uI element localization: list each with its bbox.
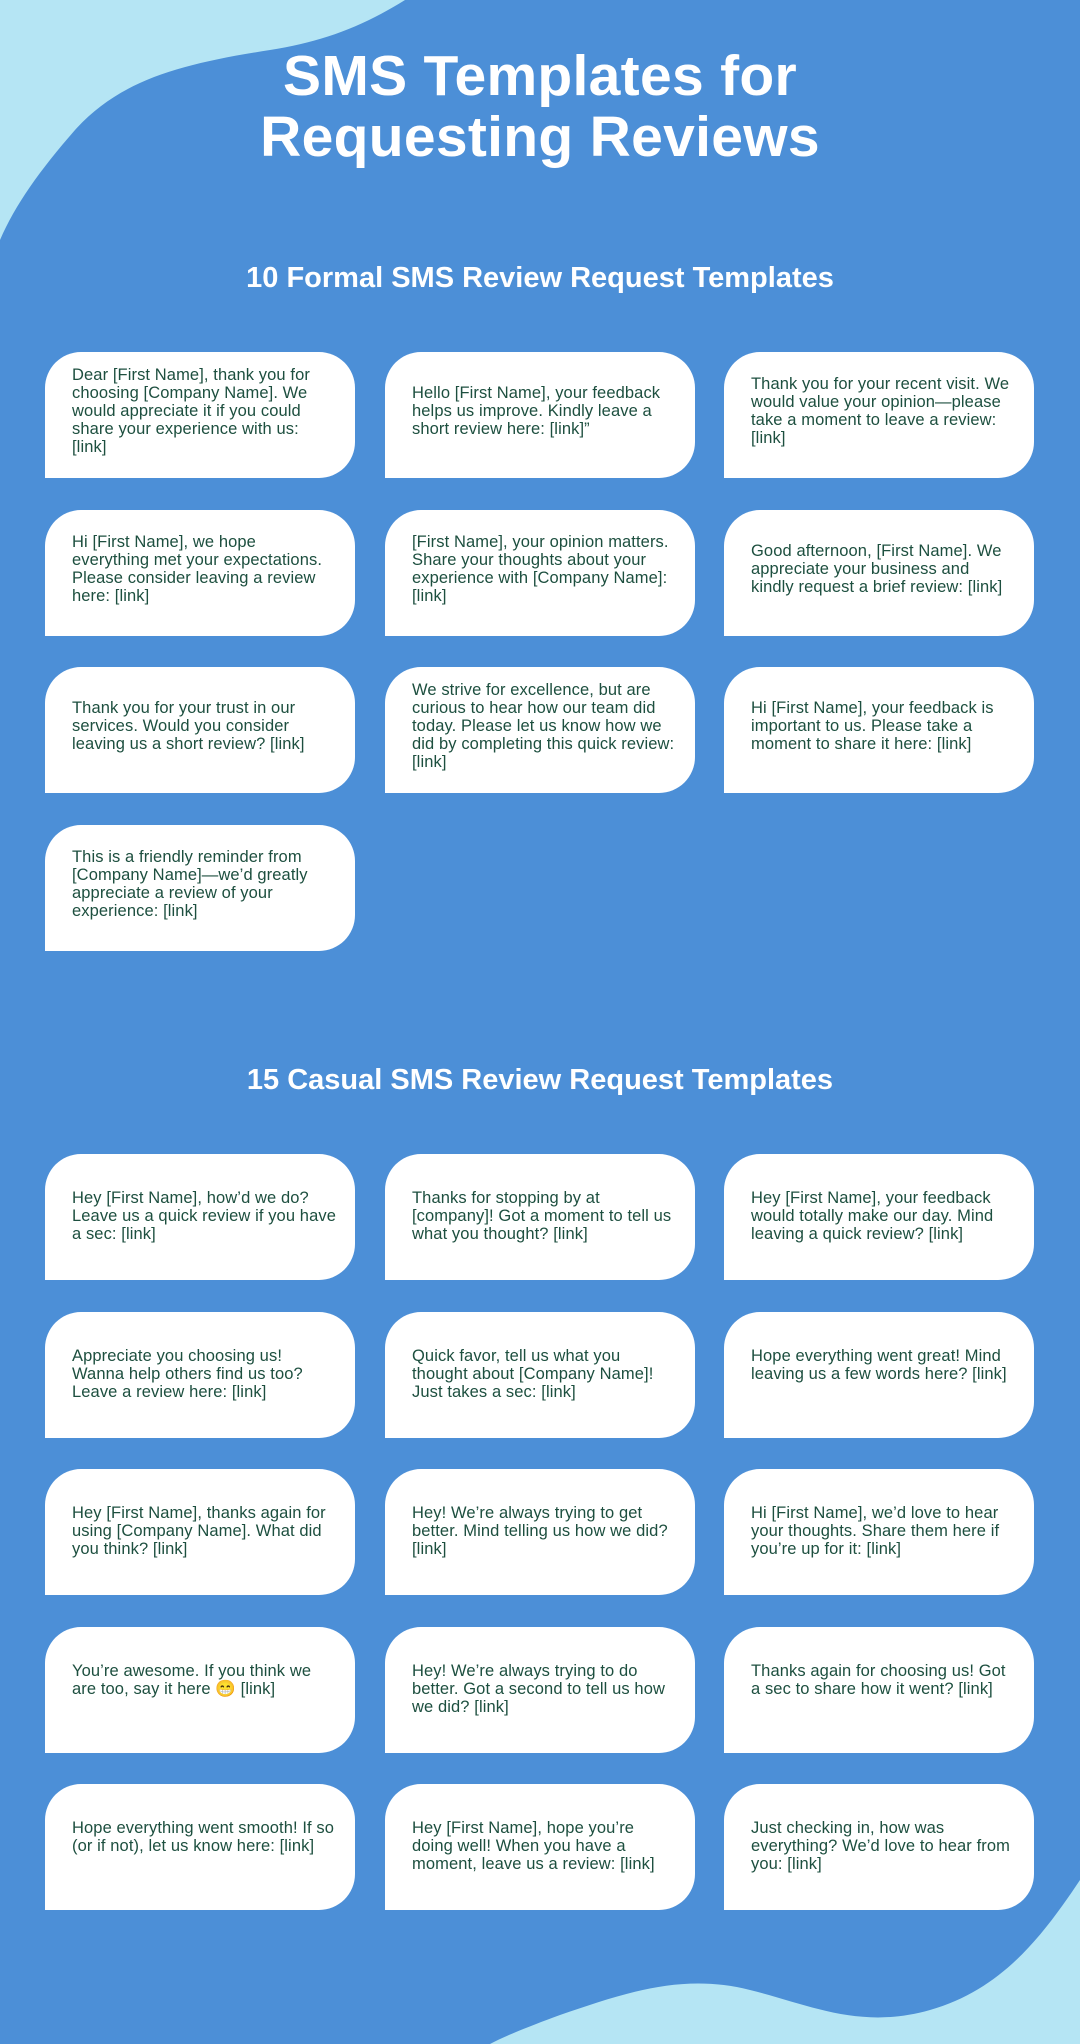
casual-template-card: [45, 1312, 355, 1438]
casual-template-card: [724, 1312, 1034, 1438]
template-text: Hope everything went great! Mind leaving us a few words here? [link]: [751, 1347, 1007, 1383]
template-text: Thanks again for choosing us! Got a sec to share how it went? [link]: [751, 1662, 1006, 1698]
template-text: Hello [First Name], your feedback helps us improve. Kindly leave a short review here: [link]”: [412, 384, 661, 438]
formal-template-card: [45, 510, 355, 636]
formal-template-card: [45, 667, 355, 793]
template-text: Hey [First Name], thanks again for using [Company Name]. What did you think? [link]: [72, 1504, 326, 1558]
casual-template-card: [724, 1627, 1034, 1753]
formal-template-card: [385, 352, 695, 478]
template-text: Quick favor, tell us what you thought about [Company Name]! Just takes a sec: [link]: [412, 1347, 654, 1401]
casual-template-card: [385, 1469, 695, 1595]
template-text: You’re awesome. If you think we are too, say it here 😁 [link]: [72, 1662, 312, 1698]
template-text: Thanks for stopping by at [company]! Got a moment to tell us what you thought? [link]: [412, 1189, 672, 1243]
formal-template-card: [724, 510, 1034, 636]
template-text: Hi [First Name], we’d love to hear your thoughts. Share them here if you’re up for it: [link]: [751, 1504, 1000, 1558]
template-text: Just checking in, how was everything? We’d love to hear from you: [link]: [751, 1819, 1010, 1873]
formal-template-card: [385, 510, 695, 636]
formal-section-heading: 10 Formal SMS Review Request Templates: [246, 262, 834, 294]
formal-template-card: [385, 667, 695, 793]
page-title-line-2: Requesting Reviews: [260, 105, 820, 169]
template-text: This is a friendly reminder from [Company Name]—we’d greatly appreciate a review of your experience: [link]: [72, 848, 308, 920]
template-text: Hey [First Name], how’d we do? Leave us a quick review if you have a sec: [link]: [72, 1189, 336, 1243]
template-text: Hope everything went smooth! If so (or if not), let us know here: [link]: [72, 1819, 335, 1855]
casual-template-card: [385, 1627, 695, 1753]
page-title: [0, 46, 1080, 168]
template-text: Hey [First Name], hope you’re doing well! When you have a moment, leave us a review: [link]: [412, 1819, 655, 1873]
template-text: [First Name], your opinion matters. Share your thoughts about your experience with [Company Name]: [link]: [412, 533, 669, 605]
casual-section-heading: 15 Casual SMS Review Request Templates: [246, 1064, 834, 1096]
casual-template-card: [724, 1154, 1034, 1280]
template-text: Dear [First Name], thank you for choosing [Company Name]. We would appreciate it if you could share your experience with us: [link]: [72, 366, 310, 456]
template-text: Hi [First Name], we hope everything met your expectations. Please consider leaving a review here: [link]: [72, 533, 323, 605]
casual-template-card: [385, 1154, 695, 1280]
template-text: Good afternoon, [First Name]. We appreciate your business and kindly request a brief review: [link]: [751, 542, 1003, 596]
casual-template-card: [45, 1627, 355, 1753]
template-text: Hey! We’re always trying to do better. Got a second to tell us how we did? [link]: [412, 1662, 665, 1716]
template-text: We strive for excellence, but are curious to hear how our team did today. Please let us know how we did by completing this quick review: [link]: [412, 681, 675, 771]
formal-template-card: [724, 667, 1034, 793]
template-text: Hey! We’re always trying to get better. Mind telling us how we did? [link]: [412, 1504, 668, 1558]
formal-template-card: [45, 825, 355, 951]
formal-template-card: [724, 352, 1034, 478]
casual-template-card: [724, 1784, 1034, 1910]
casual-template-card: [724, 1469, 1034, 1595]
casual-template-card: [385, 1312, 695, 1438]
casual-template-card: [45, 1784, 355, 1910]
casual-template-card: [45, 1469, 355, 1595]
template-text: Thank you for your trust in our services. Would you consider leaving us a short review? [link]: [72, 699, 305, 753]
formal-template-card: [45, 352, 355, 478]
template-text: Appreciate you choosing us! Wanna help others find us too? Leave a review here: [link]: [72, 1347, 303, 1401]
template-text: Hi [First Name], your feedback is important to us. Please take a moment to share it here: [link]: [751, 699, 994, 753]
template-text: Thank you for your recent visit. We would value your opinion—please take a moment to leave a review: [link]: [751, 375, 1010, 447]
casual-template-card: [45, 1154, 355, 1280]
casual-template-card: [385, 1784, 695, 1910]
page-title-line-1: SMS Templates for: [283, 44, 797, 108]
template-text: Hey [First Name], your feedback would totally make our day. Mind leaving a quick review? [link]: [751, 1189, 994, 1243]
